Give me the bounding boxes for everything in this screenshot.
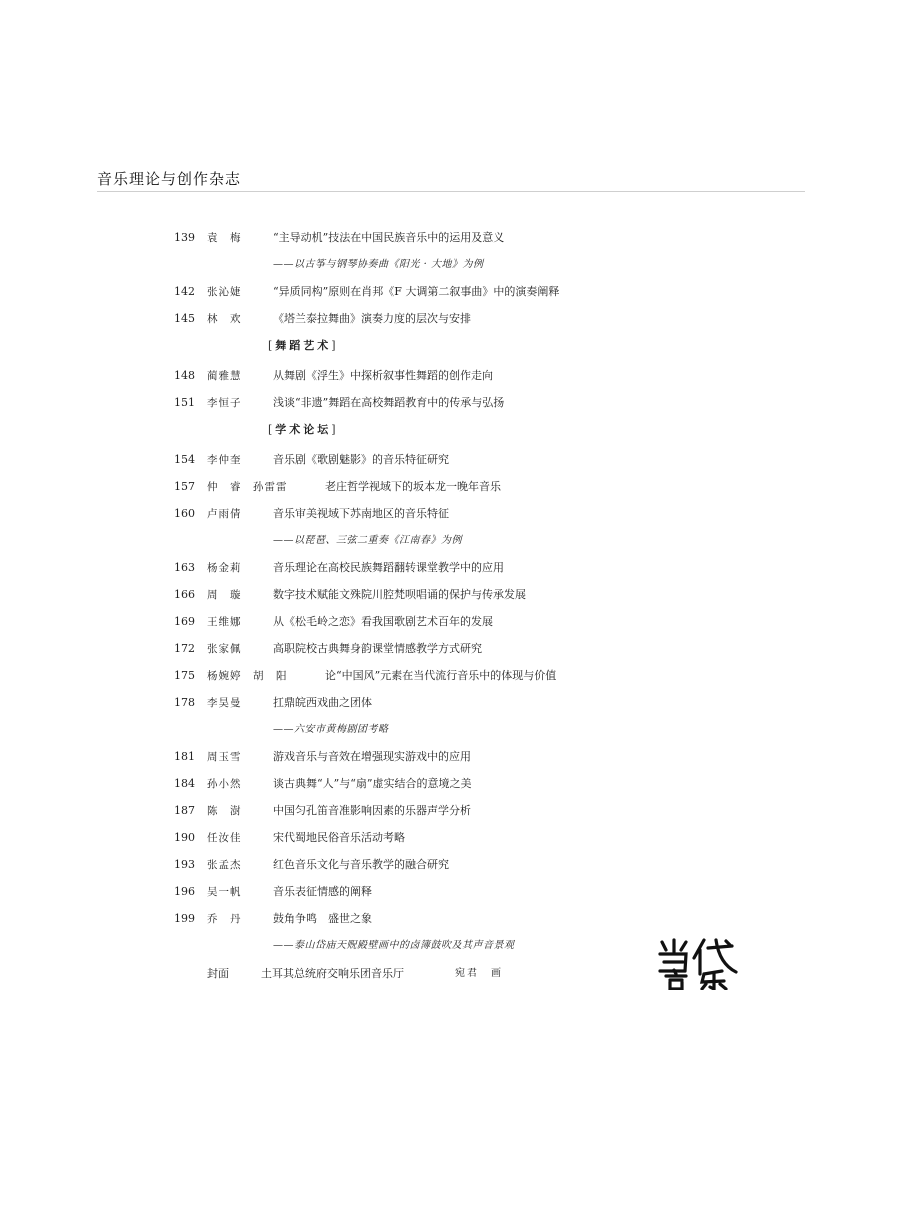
page-number: 175 xyxy=(174,669,195,682)
article-subtitle: ——泰山岱庙天贶殿壁画中的卤簿鼓吹及其声音景观 xyxy=(273,940,515,951)
page-number: 178 xyxy=(174,696,195,709)
page-number: 157 xyxy=(174,480,195,493)
section-heading-label: 学术论坛 xyxy=(275,423,332,436)
page-number: 166 xyxy=(174,588,195,601)
page-number: 160 xyxy=(174,507,195,520)
page-number: 193 xyxy=(174,858,195,871)
article-subtitle: ——六安市黄梅剧团考略 xyxy=(273,724,389,735)
article-title[interactable]: 扛鼎皖西戏曲之团体 xyxy=(273,696,372,709)
page-number: 172 xyxy=(174,642,195,655)
page-number: 148 xyxy=(174,369,195,382)
article-title[interactable]: 音乐剧《歌剧魅影》的音乐特征研究 xyxy=(273,453,449,466)
page-number: 139 xyxy=(174,231,195,244)
author-name: 李昊曼 xyxy=(207,697,242,709)
author-name: 杨婉婷 胡 阳 xyxy=(207,670,288,682)
page-number: 190 xyxy=(174,831,195,844)
author-name: 乔 丹 xyxy=(207,913,242,925)
page-number: 142 xyxy=(174,285,195,298)
journal-logo-icon xyxy=(652,938,742,990)
article-title[interactable]: 音乐表征情感的阐释 xyxy=(273,885,372,898)
page-number: 151 xyxy=(174,396,195,409)
author-name: 周玉雪 xyxy=(207,751,242,763)
author-name: 袁 梅 xyxy=(207,232,242,244)
author-name: 孙小然 xyxy=(207,778,242,790)
article-title[interactable]: 论“中国风”元素在当代流行音乐中的体现与价值 xyxy=(325,669,557,682)
author-name: 吴一帆 xyxy=(207,886,242,898)
author-name: 林 欢 xyxy=(207,313,242,325)
header-divider xyxy=(97,191,805,192)
article-title[interactable]: 从舞剧《浮生》中探析叙事性舞蹈的创作走向 xyxy=(273,369,493,382)
article-title[interactable]: “主导动机”技法在中国民族音乐中的运用及意义 xyxy=(273,231,505,244)
article-subtitle: ——以琵琶、三弦二重奏《江南春》为例 xyxy=(273,535,462,546)
article-title[interactable]: 游戏音乐与音效在增强现实游戏中的应用 xyxy=(273,750,471,763)
page-number: 187 xyxy=(174,804,195,817)
page-number: 199 xyxy=(174,912,195,925)
author-name: 张沁婕 xyxy=(207,286,242,298)
article-title[interactable]: 数字技术赋能文殊院川腔梵呗唱诵的保护与传承发展 xyxy=(273,588,526,601)
article-title[interactable]: 鼓角争鸣 盛世之象 xyxy=(273,912,372,925)
article-subtitle: ——以古筝与钢琴协奏曲《阳光 · 大地》为例 xyxy=(273,259,484,270)
author-name: 王维娜 xyxy=(207,616,242,628)
article-title[interactable]: 高职院校古典舞身韵课堂情感教学方式研究 xyxy=(273,642,482,655)
author-name: 张家佩 xyxy=(207,643,242,655)
section-heading: [学术论坛] xyxy=(268,423,339,436)
author-name: 李恒子 xyxy=(207,397,242,409)
article-title[interactable]: 音乐审美视域下苏南地区的音乐特征 xyxy=(273,507,449,520)
section-heading-label: 舞蹈艺术 xyxy=(275,339,332,352)
article-title[interactable]: 音乐理论在高校民族舞蹈翻转课堂教学中的应用 xyxy=(273,561,504,574)
section-heading: [舞蹈艺术] xyxy=(268,339,339,352)
article-title[interactable]: 中国匀孔笛音准影响因素的乐器声学分析 xyxy=(273,804,471,817)
author-name: 李仲奎 xyxy=(207,454,242,466)
article-title[interactable]: 浅谈“非遗”舞蹈在高校舞蹈教育中的传承与弘扬 xyxy=(273,396,505,409)
author-name: 张孟杰 xyxy=(207,859,242,871)
author-name: 蔺雅慧 xyxy=(207,370,242,382)
cover-label: 封面 xyxy=(207,967,229,980)
article-title[interactable]: 从《松毛岭之恋》看我国歌剧艺术百年的发展 xyxy=(273,615,493,628)
page-number: 154 xyxy=(174,453,195,466)
author-name: 任汝佳 xyxy=(207,832,242,844)
cover-artist: 宛君 画 xyxy=(455,968,503,979)
page-number: 145 xyxy=(174,312,195,325)
author-name: 仲 睿 孙雷雷 xyxy=(207,481,288,493)
page-number: 163 xyxy=(174,561,195,574)
cover-title[interactable]: 土耳其总统府交响乐团音乐厅 xyxy=(261,967,404,980)
article-title[interactable]: 红色音乐文化与音乐教学的融合研究 xyxy=(273,858,449,871)
article-title[interactable]: “异质同构”原则在肖邦《F 大调第二叙事曲》中的演奏阐释 xyxy=(273,285,560,298)
journal-title: 音乐理论与创作杂志 xyxy=(97,170,242,188)
article-title[interactable]: 谈古典舞“人”与“扇”虚实结合的意境之美 xyxy=(273,777,472,790)
author-name: 卢雨倩 xyxy=(207,508,242,520)
page-number: 196 xyxy=(174,885,195,898)
article-title[interactable]: 《塔兰泰拉舞曲》演奏力度的层次与安排 xyxy=(273,312,471,325)
article-title[interactable]: 老庄哲学视域下的坂本龙一晚年音乐 xyxy=(325,480,501,493)
author-name: 陈 澍 xyxy=(207,805,242,817)
page-number: 181 xyxy=(174,750,195,763)
article-title[interactable]: 宋代蜀地民俗音乐活动考略 xyxy=(273,831,405,844)
page-number: 184 xyxy=(174,777,195,790)
author-name: 周 璇 xyxy=(207,589,242,601)
page-number: 169 xyxy=(174,615,195,628)
author-name: 杨金莉 xyxy=(207,562,242,574)
